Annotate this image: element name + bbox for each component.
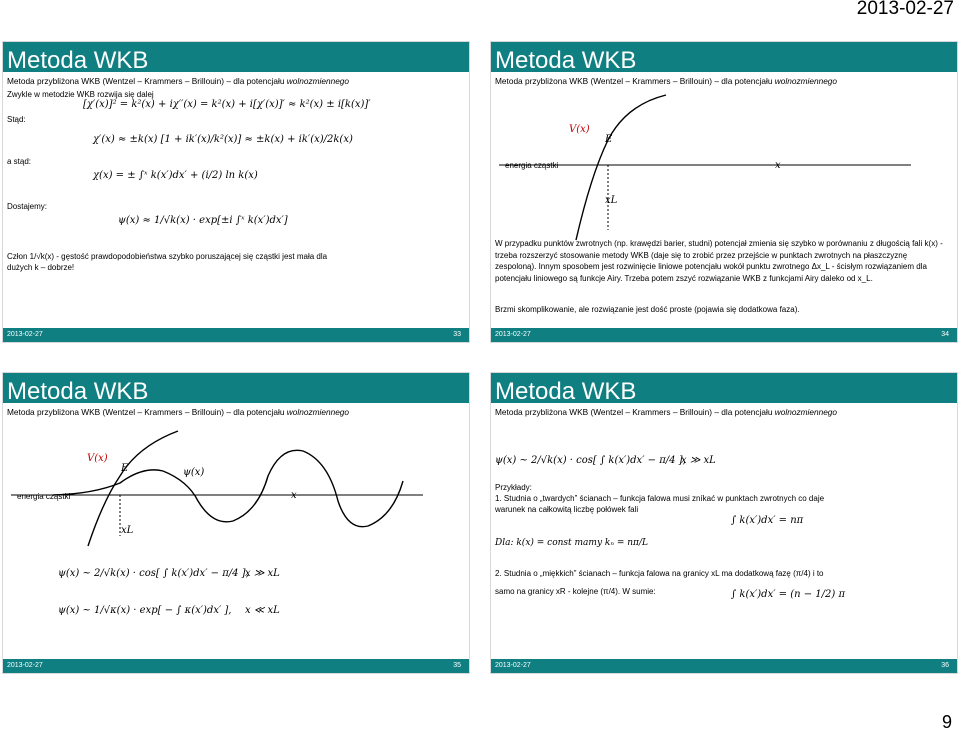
slide-subtitle: Metoda przybliżona WKB (Wentzel – Krammers – Brillouin) – dla potencjału wolnozmiennego (7, 76, 350, 86)
slide-title-bar (3, 373, 469, 403)
example-2-line-2: samo na granicy xR - kolejne (π/4). W sumie: (495, 587, 656, 596)
label-energy: energia cząstki (505, 161, 559, 170)
example-1-line-1: 1. Studnia o „twardych” ścianach – funkcja falowa musi zníkać w punktach zwrotnych co daje (495, 494, 825, 503)
stad-label: Stąd: (7, 115, 26, 124)
example-2-line-1: 2. Studnia o „miękkich” ścianach – funkcja falowa na granicy xL ma dodatkową fazę (π/4) i to (495, 569, 824, 578)
condition-wkb: x ≫ xL (681, 455, 716, 466)
intro-text: Zwykle w metodzie WKB rozwija się dalej (7, 90, 154, 99)
note-line-1: Człon 1/√k(x) - gęstość prawdopodobieństwa szybko poruszającej się cząstki jest mała dla (7, 252, 328, 261)
slide-title-bar (491, 373, 957, 403)
slide-33 (2, 41, 470, 343)
label-x: x (291, 490, 297, 501)
label-V: V(x) (87, 453, 108, 464)
slide-title: Metoda WKB (7, 378, 149, 405)
quantization-condition-soft: ∫ k(x′)dx′ = (n − 1/2) π (731, 589, 846, 600)
equation-4: ψ(x) ≈ 1/√k(x) · exp[±i ∫ˣ k(x′)dx′] (118, 215, 288, 226)
slide-36 (490, 372, 958, 674)
explanation-note: Brzmi skomplikowanie, ale rozwiązanie jest dość proste (pojawia się dodatkowa faza). (495, 305, 800, 314)
label-V: V(x) (569, 124, 590, 135)
slide-title-bar (491, 42, 957, 72)
slide-title: Metoda WKB (495, 47, 637, 74)
slide-subtitle: Metoda przybliżona WKB (Wentzel – Krammers – Brillouin) – dla potencjału wolnozmiennego (495, 407, 838, 417)
quantization-condition-hard: ∫ k(x′)dx′ = nπ (731, 515, 804, 526)
equation-3: χ(x) = ± ∫ˣ k(x′)dx′ + (i/2) ln k(x) (93, 170, 258, 181)
przyklady-label: Przykłady: (495, 483, 532, 492)
slide-subtitle: Metoda przybliżona WKB (Wentzel – Krammers – Brillouin) – dla potencjału wolnozmiennego (495, 76, 838, 86)
explanation-paragraph: W przypadku punktów zwrotnych (np. krawędzi barier, studni) potencjał zmienia się szybko w porównaniu z długością fali k(x) - trzeba rozszerzyć stosowanie metody WKB (daje się to zrobić przez przejście w punktach zwrotnych na płaszczyznę zespoloną). Innym sposobem jest rozwinięcie liniowe potencjału wokół punktu zwrotnego Δx_L - ścisłym rozwiązaniem dla potencjału liniowego są funkcje Airy. Trzeba potem zszyć rozwiązanie WKB z funkcjami Airy daleko od x_L. (495, 239, 943, 283)
label-xL: xL (605, 195, 618, 206)
potential-curve (576, 95, 666, 240)
page-number: 9 (941, 712, 952, 732)
label-E: E (121, 463, 129, 474)
header-date: 2013-02-27 (856, 0, 954, 19)
equation-far-right: ψ(x) ~ 2/√k(x) · cos[ ∫ k(x′)dx′ − π/4 ], (58, 568, 249, 579)
example-1-line-2: warunek na całkowitą liczbę połówek fali (495, 505, 639, 514)
slide-35 (2, 372, 470, 674)
label-energy: energia cząstki (17, 492, 71, 501)
a-stad-label: a stąd: (7, 157, 32, 166)
slide-34 (490, 41, 958, 343)
equation-wkb: ψ(x) ~ 2/√k(x) · cos[ ∫ k(x′)dx′ − π/4 ], (495, 455, 686, 466)
constant-k-result: Dla: k(x) = const mamy kₙ = nπ/L (495, 538, 648, 548)
label-xL: xL (121, 525, 134, 536)
potential-diagram (491, 90, 957, 260)
slide-footer: 2013-02-27 34 (491, 328, 957, 342)
slide-title: Metoda WKB (495, 378, 637, 405)
dostajemy-label: Dostajemy: (7, 202, 48, 211)
slide-title: Metoda WKB (7, 47, 149, 74)
equation-2: χ′(x) ≈ ±k(x) [1 + ik′(x)/k²(x)] ≈ ±k(x) + ik′(x)/2k(x) (93, 134, 353, 145)
equation-far-left: ψ(x) ~ 1/√κ(x) · exp[ − ∫ κ(x′)dx′ ], (58, 605, 232, 616)
condition-far-left: x ≪ xL (245, 605, 280, 616)
slide-subtitle: Metoda przybliżona WKB (Wentzel – Krammers – Brillouin) – dla potencjału wolnozmiennego (7, 407, 350, 417)
equation-1: [χ′(x)]² = k²(x) + iχ′′(x) = k²(x) + i[χ′(x)]′ ≈ k²(x) ± i[k(x)]′ (83, 99, 371, 110)
slide-footer: 2013-02-27 33 (3, 328, 469, 342)
condition-far-right: x ≫ xL (245, 568, 280, 579)
wavefunction-diagram (3, 421, 469, 551)
note-line-2: dużych k – dobrze! (7, 263, 75, 272)
slide-title-bar (3, 42, 469, 72)
slide-footer: 2013-02-27 35 (3, 659, 469, 673)
label-psi: ψ(x) (183, 467, 205, 478)
slide-footer: 2013-02-27 36 (491, 659, 957, 673)
label-E: E (605, 134, 613, 145)
label-x: x (775, 160, 781, 171)
